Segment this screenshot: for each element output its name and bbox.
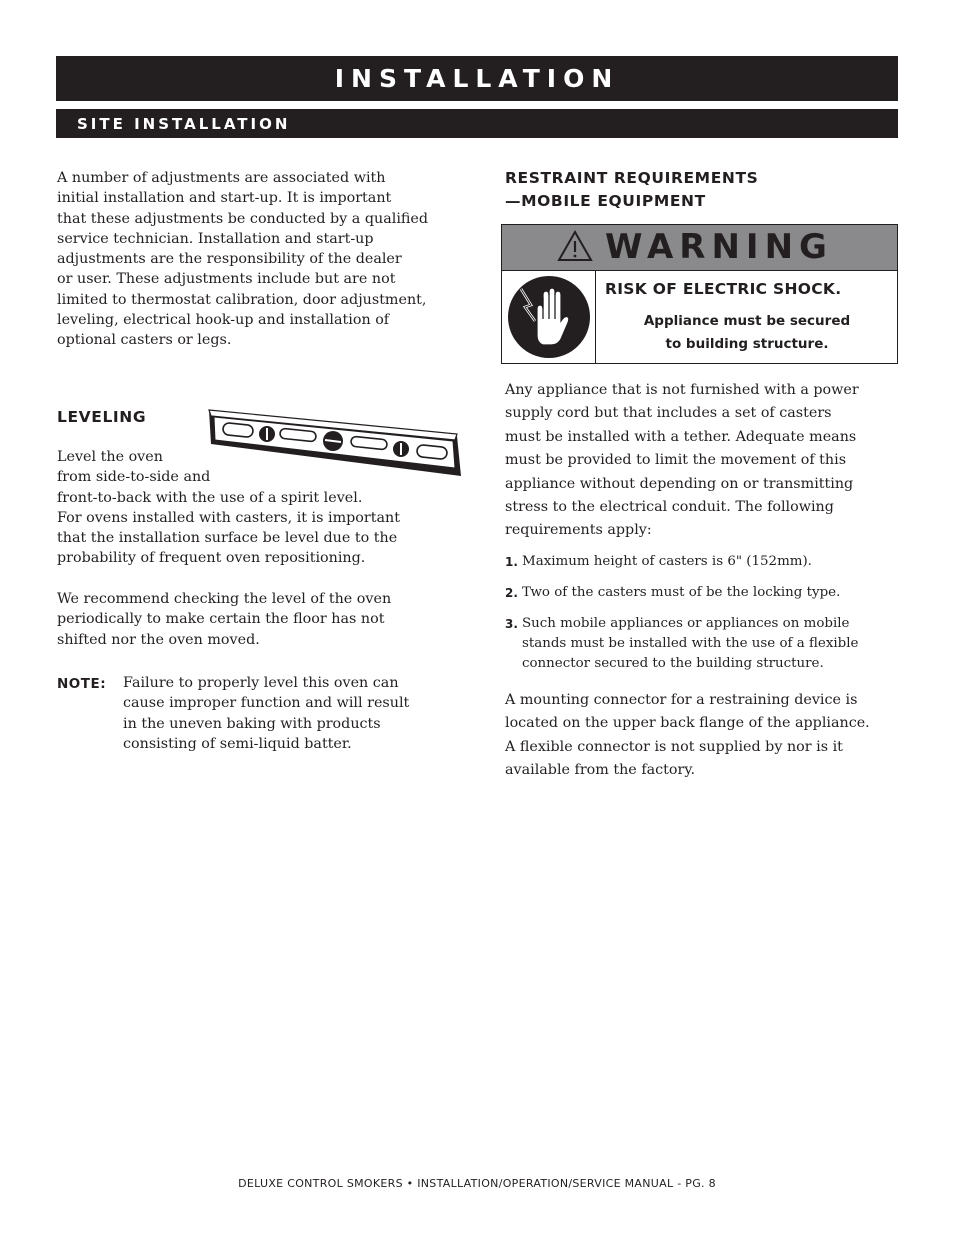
page-footer: DELUXE CONTROL SMOKERS • INSTALLATION/OPERATION/SERVICE MANUAL - PG. 8 <box>238 1177 716 1190</box>
list-item-text: Two of the casters must of be the locking type. <box>522 585 841 600</box>
list-item <box>505 552 905 572</box>
list-item-number: 1. <box>505 555 518 569</box>
warning-title: WARNING <box>605 227 833 267</box>
page-title: INSTALLATION <box>334 64 620 93</box>
note-label: NOTE: <box>57 676 107 692</box>
list-item-text: Such mobile appliances or appliances on mobile stands must be installed with the use of a flexible connector secured to the building structure. <box>522 616 859 671</box>
list-item <box>505 583 905 603</box>
leveling-heading: LEVELING <box>57 408 147 426</box>
warning-risk-text: RISK OF ELECTRIC SHOCK. <box>605 280 842 298</box>
page-title-bar <box>56 56 898 101</box>
warning-line-2: to building structure. <box>665 336 829 352</box>
note-text: Failure to properly level this oven can cause improper function and will result in the uneven baking with products consisting of semi-liquid batter. <box>123 675 410 752</box>
warning-icon-cell <box>502 270 596 363</box>
warning-header <box>502 225 897 271</box>
leveling-paragraph-2: We recommend checking the level of the oven periodically to make certain the floor has not shifted nor the oven moved. <box>57 591 392 648</box>
restraint-heading: RESTRAINT REQUIREMENTS —MOBILE EQUIPMENT <box>505 169 759 210</box>
list-item <box>505 614 905 674</box>
requirements-list <box>505 552 905 674</box>
warning-triangle-icon <box>557 230 593 262</box>
list-item-number: 2. <box>505 586 518 600</box>
leveling-paragraph-1: Level the oven from side-to-side and front-to-back with the use of a spirit level. For ovens installed with casters, it is important that the installation surface be level due to the probability of frequent oven repositioning. <box>57 449 400 567</box>
list-item-text: Maximum height of casters is 6" (152mm). <box>522 554 812 569</box>
restraint-paragraph-2: A mounting connector for a restraining device is located on the upper back flange of the appliance. A flexible connector is not supplied by nor is it available from the factory. <box>505 692 870 779</box>
list-item-number: 3. <box>505 617 518 631</box>
warning-line-1: Appliance must be secured <box>643 313 851 329</box>
intro-paragraph: A number of adjustments are associated with initial installation and start-up. It is important that these adjustments be conducted by a qualified service technician. Installation and start-up adjustments are the responsibility of the dealer or user. These adjustments include but are not limited to thermostat calibration, door adjustment, leveling, electrical hook-up and installation of optional casters or legs. <box>57 170 429 349</box>
section-title: SITE INSTALLATION <box>77 114 291 133</box>
electric-shock-hand-icon <box>507 275 591 359</box>
restraint-paragraph-1: Any appliance that is not furnished with a power supply cord but that includes a set of casters must be installed with a tether. Adequate means must be provided to limit the movement of this appliance without depending on or transmitting stress to the electrical conduit. The following requirements apply: <box>505 382 859 539</box>
warning-box <box>501 224 898 364</box>
section-title-bar <box>56 109 898 138</box>
